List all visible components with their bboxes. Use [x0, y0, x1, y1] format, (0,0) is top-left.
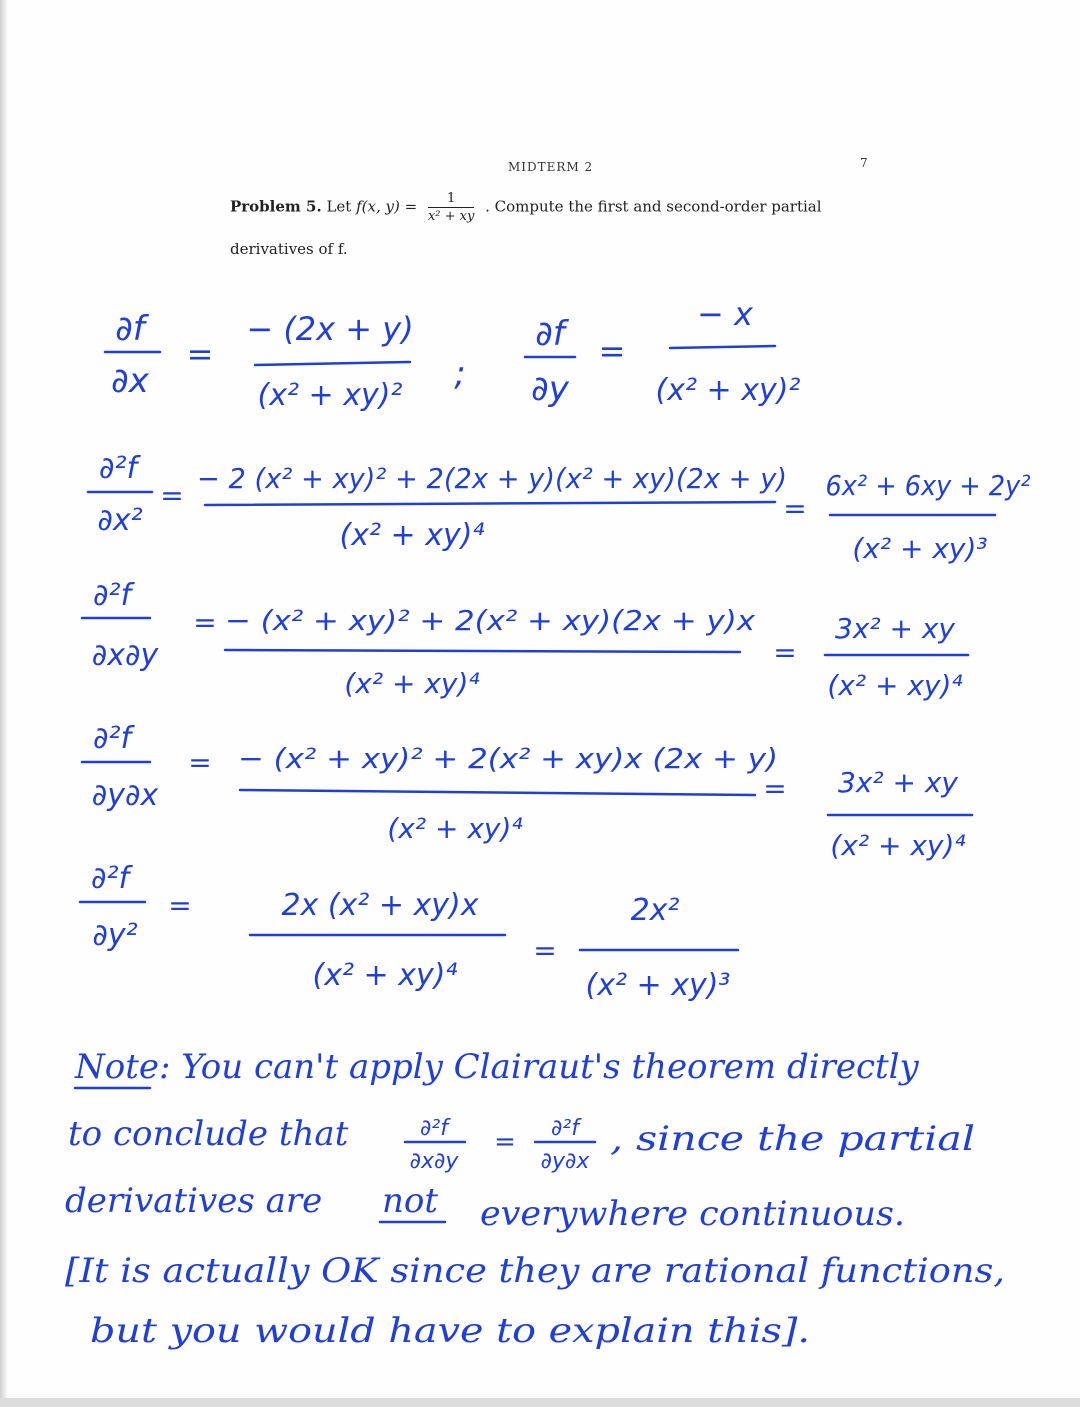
fyx-bar — [240, 790, 755, 795]
note-label: Note — [75, 1047, 160, 1087]
note-line-3-not: not — [382, 1181, 439, 1221]
fxy-den: (x² + xy)⁴ — [344, 667, 480, 700]
problem-function: f(x, y) = — [356, 197, 418, 216]
note-paragraph — [65, 1047, 1005, 1351]
note-frac1-num: ∂²f — [420, 1116, 448, 1141]
fyx-equals-2: = — [763, 772, 787, 805]
fxx-res-num: 6x² + 6xy + 2y² — [825, 469, 1031, 502]
fyy-den: (x² + xy)⁴ — [312, 958, 458, 993]
fyy-lhs-num: ∂²f — [90, 861, 130, 896]
fxy-equals-2: = — [773, 636, 797, 669]
fyy-equals: = — [168, 889, 192, 922]
fy-bar — [670, 346, 775, 348]
fy-num: − x — [697, 295, 753, 333]
fxy-res-num: 3x² + xy — [834, 612, 956, 645]
row1-separator: ; — [454, 354, 466, 394]
fx-bar — [255, 362, 410, 365]
fy-lhs-num: ∂f — [535, 314, 565, 354]
note-frac2-den: ∂y∂x — [540, 1149, 590, 1174]
second-partial-xy — [82, 578, 968, 702]
fyx-lhs-num: ∂²f — [92, 721, 132, 756]
fyx-den: (x² + xy)⁴ — [387, 812, 523, 845]
page-number: 7 — [860, 156, 868, 170]
note-frac-equals: = — [494, 1127, 516, 1157]
fxx-equals-2: = — [783, 492, 807, 525]
fxx-lhs-num: ∂²f — [98, 451, 138, 486]
note-line-5: but you would have to explain this]. — [90, 1311, 810, 1351]
fyy-res-num: 2x² — [630, 893, 680, 928]
note-frac2-num: ∂²f — [551, 1116, 579, 1141]
problem-task: . Compute the first and second-order partial — [485, 197, 822, 216]
second-partial-xx — [88, 451, 1031, 565]
problem-frac-den: x² + xy — [427, 209, 475, 224]
problem-task-cont: derivatives of f. — [230, 240, 348, 258]
note-line-3-post: everywhere continuous. — [480, 1194, 905, 1234]
fx-num: − (2x + y) — [246, 310, 414, 348]
note-line-4: [It is actually OK since they are rational functions, — [65, 1251, 1005, 1291]
fxx-lhs-den: ∂x² — [97, 503, 143, 538]
fx-den: (x² + xy)² — [257, 378, 403, 413]
note-line-1-text: : You can't apply Clairaut's theorem directly — [159, 1047, 919, 1087]
fx-equals: = — [186, 335, 214, 373]
fxx-num: − 2 (x² + xy)² + 2(2x + y)(x² + xy)(2x + y) — [197, 462, 787, 495]
first-partial-y — [525, 295, 800, 409]
fy-den: (x² + xy)² — [655, 373, 801, 408]
fyy-res-den: (x² + xy)³ — [585, 968, 731, 1003]
fyy-num: 2x (x² + xy)x — [281, 888, 479, 923]
fy-lhs-den: ∂y — [531, 369, 569, 409]
fxx-res-den: (x² + xy)³ — [852, 532, 988, 565]
fxy-num: − (x² + xy)² + 2(x² + xy)(2x + y)x — [225, 604, 756, 637]
fyy-equals-2: = — [533, 934, 557, 967]
note-line-1 — [74, 1047, 920, 1087]
problem-intro: Let — [326, 197, 352, 216]
scan-bottom-edge — [0, 1398, 1080, 1407]
fyy-lhs-den: ∂y² — [92, 918, 138, 953]
fxx-equals: = — [160, 479, 184, 512]
fx-lhs-den: ∂x — [111, 361, 149, 401]
fxx-bar — [205, 502, 775, 505]
fxy-equals: = — [193, 606, 217, 639]
fyx-num: − (x² + xy)² + 2(x² + xy)x (2x + y) — [238, 742, 778, 775]
fyx-res-num: 3x² + xy — [837, 766, 959, 799]
fyx-res-den: (x² + xy)⁴ — [830, 829, 966, 862]
fxx-den: (x² + xy)⁴ — [339, 518, 485, 553]
note-frac1-den: ∂x∂y — [409, 1149, 459, 1174]
problem-frac-num: 1 — [428, 192, 474, 208]
fy-equals: = — [598, 332, 626, 370]
fyx-lhs-den: ∂y∂x — [91, 778, 159, 813]
note-line-3-pre: derivatives are — [65, 1181, 323, 1221]
fxy-res-den: (x² + xy)⁴ — [827, 669, 963, 702]
note-line-2-pre: to conclude that — [68, 1114, 349, 1154]
fyx-equals: = — [188, 746, 212, 779]
note-line-2-post: , since the partial — [610, 1119, 975, 1159]
second-partial-yy — [80, 861, 738, 1003]
header-title: MIDTERM 2 — [508, 160, 594, 174]
problem-label: Problem 5. — [230, 197, 322, 216]
fxy-lhs-den: ∂x∂y — [91, 638, 159, 673]
first-partial-x — [105, 309, 414, 413]
fxy-lhs-num: ∂²f — [92, 578, 132, 613]
second-partial-yx — [82, 721, 972, 862]
fx-lhs-num: ∂f — [115, 309, 145, 349]
fxy-bar — [225, 650, 740, 652]
